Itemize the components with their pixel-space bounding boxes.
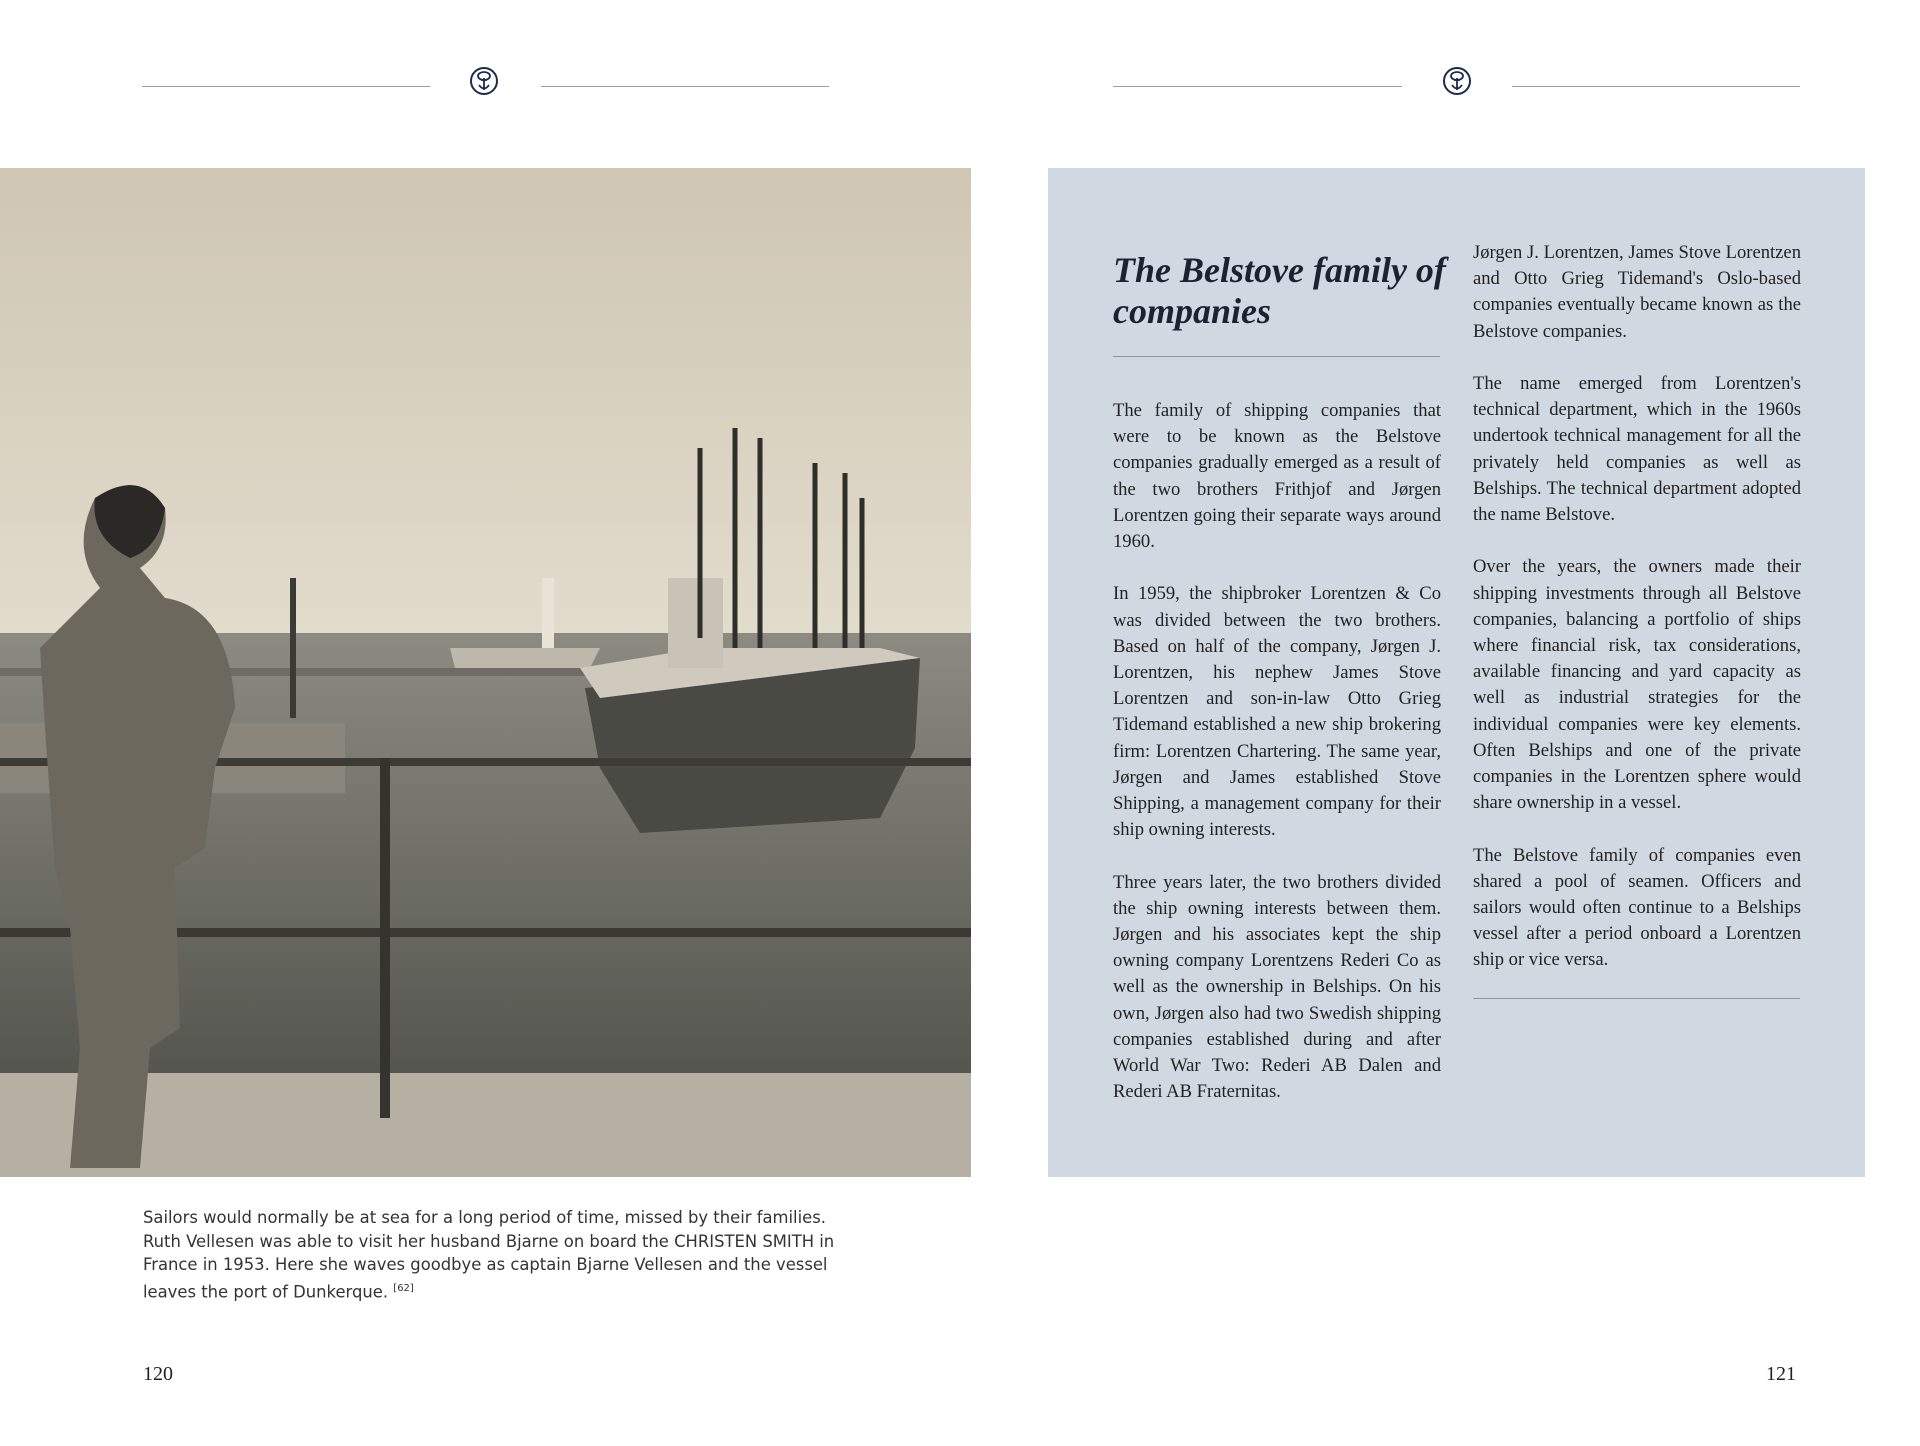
page-number-left: 120 xyxy=(143,1363,173,1385)
section-title: The Belstove family of companies xyxy=(1113,250,1446,331)
anchor-logo-icon xyxy=(469,66,499,96)
column-end-rule xyxy=(1473,998,1800,999)
paragraph: The Belstove family of companies even shared a pool of seamen. Officers and sailors would often continue to a Belships vessel after a period onboard a Lorentzen ship or vice versa. xyxy=(1473,844,1801,971)
paragraph: Over the years, the owners made their shipping investments through all Belstove companies, balancing a portfolio of ships where financial risk, tax considerations, available financing and yard capacity as well as industrial strategies for the individual companies were key elements. Often Belships and one of the private companies in the Lorentzen sphere would share ownership in a vessel. xyxy=(1473,556,1801,814)
header-rule xyxy=(1113,86,1402,87)
photo-caption xyxy=(143,1206,843,1303)
harbor-photo xyxy=(0,168,971,1177)
title-rule xyxy=(1113,356,1440,357)
paragraph: Three years later, the two brothers divided the ship owning interests between them. Jørgen and his associates kept the ship owning company Lorentzens Rederi Co as well as the ownership in Belships. On his own, Jørgen also had two Swedish shipping companies established during and after World War Two: Rederi AB Dalen and Rederi AB Fraternitas. xyxy=(1113,871,1441,1103)
text-column-1 xyxy=(1113,398,1441,1132)
header-rule xyxy=(541,86,829,87)
text-column-2 xyxy=(1473,240,1801,1000)
caption-reference: [62] xyxy=(393,1282,414,1294)
caption-text: Sailors would normally be at sea for a long period of time, missed by their families. Ruth Vellesen was able to visit her husband Bjarne on board the CHRISTEN SMITH in France in 1953. Here she waves goodbye as captain Bjarne Vellesen and the vessel leaves the port of Dunkerque. xyxy=(143,1208,835,1301)
page-number-right: 121 xyxy=(1766,1363,1796,1385)
header-rule xyxy=(142,86,430,87)
header-rule xyxy=(1512,86,1800,87)
paragraph: The name emerged from Lorentzen's technical department, which in the 1960s undertook technical management for all the privately held companies as well as Belships. The technical department adopted the name Belstove. xyxy=(1473,373,1801,526)
paragraph: Jørgen J. Lorentzen, James Stove Lorentzen and Otto Grieg Tidemand's Oslo-based companies eventually became known as the Belstove companies. xyxy=(1473,242,1801,342)
paragraph: In 1959, the shipbroker Lorentzen & Co was divided between the two brothers. Based on half of the company, Jørgen J. Lorentzen, his nephew James Stove Lorentzen and son-in-law Otto Grieg Tidemand established a new ship brokering firm: Lorentzen Chartering. The same year, Jørgen and James established Stove Shipping, a management company for their ship owning interests. xyxy=(1113,583,1441,841)
anchor-logo-icon xyxy=(1442,66,1472,96)
paragraph: The family of shipping companies that were to be known as the Belstove companies gradually emerged as a result of the two brothers Frithjof and Jørgen Lorentzen going their separate ways around 1960. xyxy=(1113,400,1441,553)
